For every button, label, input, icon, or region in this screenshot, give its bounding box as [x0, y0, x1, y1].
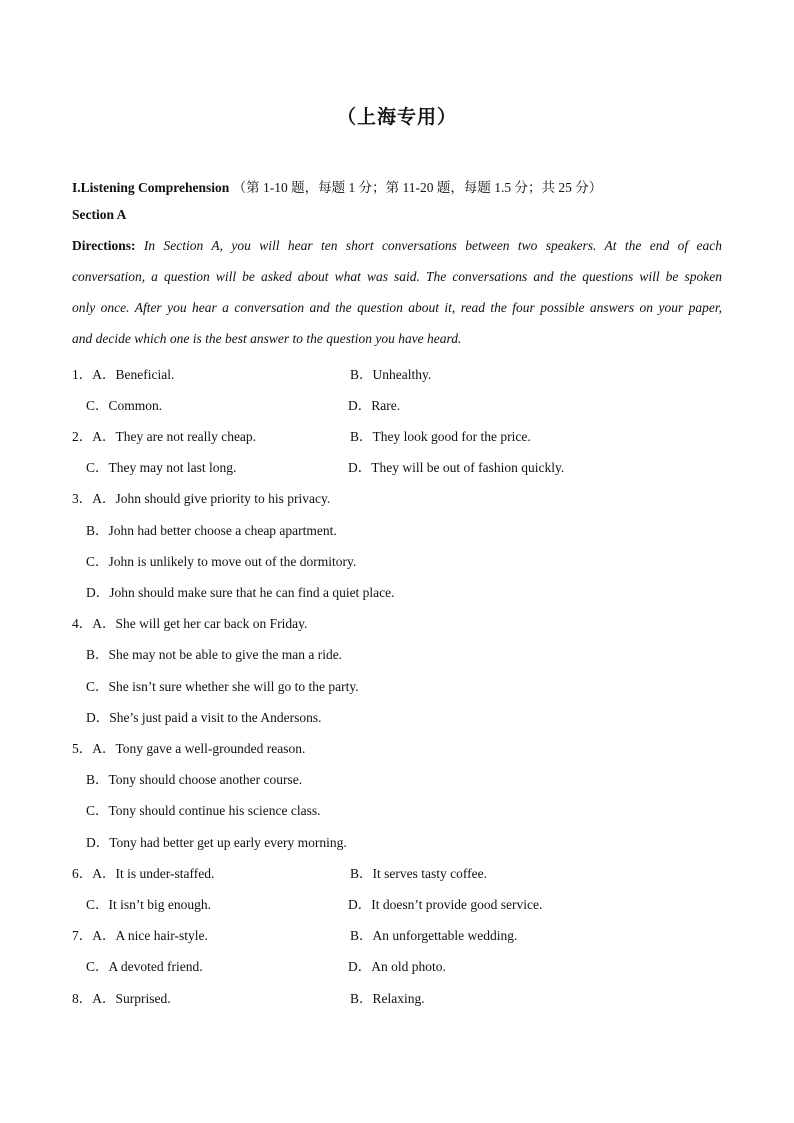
q7-option-a: 7．A．A nice hair-style. [72, 928, 208, 943]
directions-label: Directions: [72, 238, 144, 253]
directions-text-2: conversation, a question will be asked about what was said. The conversations and the questions will be spoken [72, 269, 722, 284]
q2-option-c: C．They may not last long. [86, 460, 237, 475]
q6-option-c: C．It isn’t big enough. [86, 897, 212, 912]
q1-option-d: D．Rare. [348, 398, 401, 413]
q7-option-d: D．An old photo. [348, 959, 446, 974]
q2-option-a: 2．A．They are not really cheap. [72, 429, 257, 444]
q4-option-b: B．She may not be able to give the man a ride. [86, 647, 343, 662]
q5-option-a: 5．A．Tony gave a well-grounded reason. [72, 741, 306, 756]
q3-option-d: D．John should make sure that he can find a quiet place. [86, 585, 395, 600]
directions-line-4 [72, 331, 722, 347]
q6-option-b: B．It serves tasty coffee. [350, 866, 487, 881]
directions-line-3 [72, 300, 722, 316]
q1-option-c: C．Common. [86, 398, 163, 413]
q5-option-d: D．Tony had better get up early every morning. [86, 835, 347, 850]
q5-option-c: C．Tony should continue his science class. [86, 803, 321, 818]
directions-text-1: In Section A, you will hear ten short conversations between two speakers. At the end of each [143, 238, 722, 253]
section-header-bold: I.Listening Comprehension [72, 180, 230, 195]
q6-option-d: D．It doesn’t provide good service. [348, 897, 543, 912]
q3-option-b: B．John had better choose a cheap apartment. [86, 523, 337, 538]
q1-option-b: B．Unhealthy. [350, 367, 432, 382]
q7-option-c: C．A devoted friend. [86, 959, 203, 974]
q3-option-c: C．John is unlikely to move out of the dormitory. [86, 554, 357, 569]
directions-text-3: only once. After you hear a conversation and the question about it, read the four possible answers on your paper, [72, 300, 722, 315]
section-header [72, 176, 602, 196]
directions-text-4: and decide which one is the best answer to the question you have heard. [72, 331, 462, 346]
section-a-heading: Section A [72, 207, 127, 222]
q7-option-b: B．An unforgettable wedding. [350, 928, 518, 943]
directions-line-2 [72, 269, 722, 285]
directions-line-1 [72, 238, 722, 254]
q5-option-b: B．Tony should choose another course. [86, 772, 303, 787]
q4-option-c: C．She isn’t sure whether she will go to the party. [86, 679, 359, 694]
q1-option-a: 1．A．Beneficial. [72, 367, 175, 382]
section-header-scoring: （第 1-10 题，每题 1 分；第 11-20 题，每题 1.5 分；共 25 分） [229, 180, 603, 195]
q3-option-a: 3．A．John should give priority to his privacy. [72, 491, 331, 506]
q2-option-d: D．They will be out of fashion quickly. [348, 460, 565, 475]
q8-option-b: B．Relaxing. [350, 991, 425, 1006]
q4-option-a: 4．A．She will get her car back on Friday. [72, 616, 308, 631]
q6-option-a: 6．A．It is under-staffed. [72, 866, 215, 881]
q2-option-b: B．They look good for the price. [350, 429, 531, 444]
q4-option-d: D．She’s just paid a visit to the Andersons. [86, 710, 322, 725]
page-title: （上海专用） [336, 106, 457, 128]
q8-option-a: 8．A．Surprised. [72, 991, 171, 1006]
